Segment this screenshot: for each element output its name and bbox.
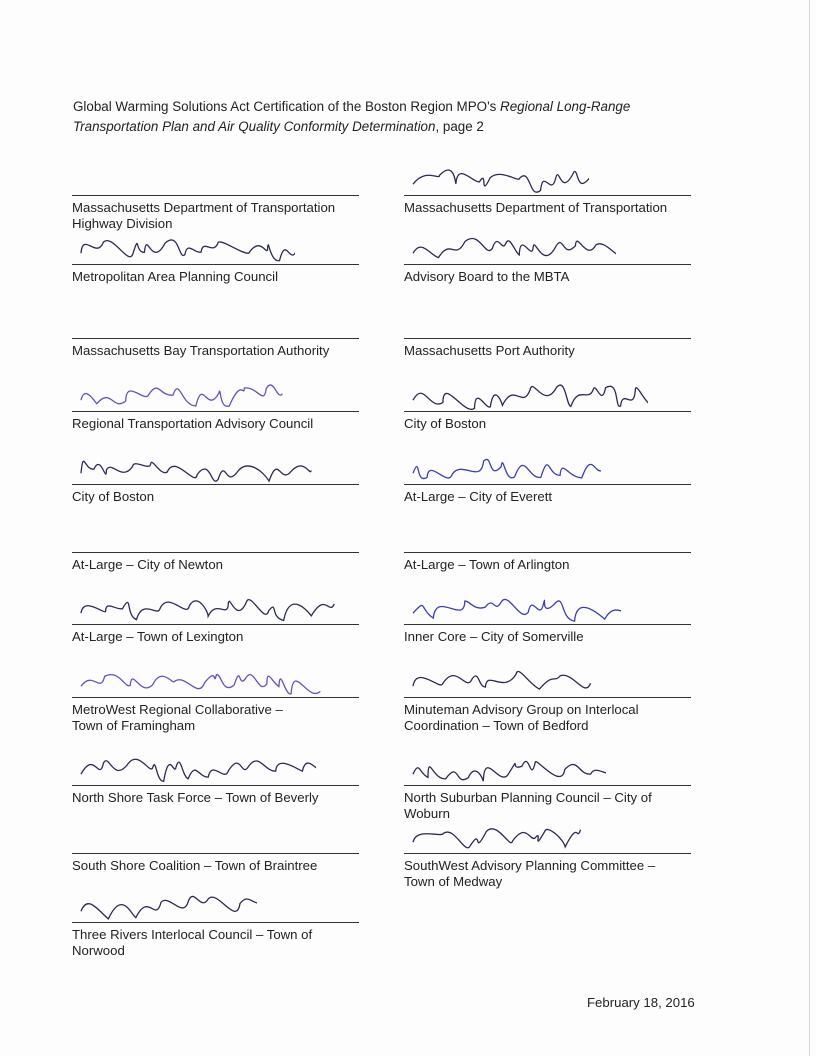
signature-line xyxy=(72,624,359,625)
organization-label: Massachusetts Department of Transportation xyxy=(72,200,336,215)
signature-stroke xyxy=(81,461,311,481)
signature-stroke xyxy=(413,829,581,848)
organization-label: At-Large – Town of Lexington xyxy=(72,629,244,644)
signature-line xyxy=(72,785,359,786)
signature-block xyxy=(404,338,691,359)
signatory-organization xyxy=(72,557,359,573)
organization-label: City of Boston xyxy=(72,489,155,504)
organization-label-cont: Norwood xyxy=(72,943,125,958)
signature-stroke xyxy=(81,896,257,918)
signature-block xyxy=(72,264,359,285)
signature-line xyxy=(404,411,691,412)
signature-line xyxy=(404,697,691,698)
signature-line xyxy=(404,264,691,265)
signature-block xyxy=(404,624,691,645)
signatory-organization xyxy=(72,200,359,232)
signature-line xyxy=(72,264,359,265)
signatory-organization xyxy=(72,927,359,959)
organization-label: Inner Core – City of Somerville xyxy=(404,629,584,644)
signature-line xyxy=(404,552,691,553)
signature-line xyxy=(72,484,359,485)
organization-label-cont: Coordination – Town of Bedford xyxy=(404,718,589,733)
organization-label-cont: Woburn xyxy=(404,806,450,821)
organization-label: SouthWest Advisory Planning Committee – xyxy=(404,858,656,873)
signature-line xyxy=(72,922,359,923)
signature-block xyxy=(404,264,691,285)
organization-label: At-Large – City of Newton xyxy=(72,557,223,572)
organization-label: Massachusetts Port Authority xyxy=(404,343,575,358)
signature-block xyxy=(72,785,359,806)
signature-block xyxy=(404,785,691,822)
signature-line xyxy=(404,484,691,485)
signatory-organization xyxy=(404,702,691,734)
signature-block xyxy=(72,195,359,232)
signature-block xyxy=(72,411,359,432)
organization-label: Minuteman Advisory Group on Interlocal xyxy=(404,702,639,717)
signature-stroke xyxy=(81,600,334,621)
page-edge xyxy=(809,0,810,1056)
signatory-organization xyxy=(404,557,691,573)
signatory-organization xyxy=(404,858,691,890)
signatory-organization xyxy=(72,416,359,432)
organization-label: At-Large – Town of Arlington xyxy=(404,557,570,572)
signature-stroke xyxy=(413,671,591,689)
header-title-1: Regional Long-Range xyxy=(500,99,631,114)
signature-line xyxy=(404,853,691,854)
signature-block xyxy=(72,922,359,959)
signature-line xyxy=(72,338,359,339)
document-date: February 18, 2016 xyxy=(587,995,695,1010)
signature-line xyxy=(72,853,359,854)
organization-label: North Shore Task Force – Town of Beverly xyxy=(72,790,319,805)
signature-block xyxy=(72,338,359,359)
organization-label: Massachusetts Bay Transportation Authority xyxy=(72,343,330,358)
header-title-2: Transportation Plan and Air Quality Conformity Determination xyxy=(73,119,436,134)
signatory-organization xyxy=(72,790,359,806)
signature-stroke xyxy=(413,761,606,781)
organization-label: South Shore Coalition – Town of Braintree xyxy=(72,858,318,873)
signature-line xyxy=(72,195,359,196)
signature-block xyxy=(404,411,691,432)
signature-block xyxy=(404,697,691,734)
signature-stroke xyxy=(413,385,648,409)
signatory-organization xyxy=(404,269,691,285)
signature-line xyxy=(72,552,359,553)
document-header xyxy=(73,97,713,137)
signature-block xyxy=(404,552,691,573)
signature-line xyxy=(72,697,359,698)
signature-stroke xyxy=(413,239,616,258)
signatory-organization xyxy=(404,629,691,645)
signature-stroke xyxy=(81,759,316,781)
signature-line xyxy=(404,624,691,625)
signature-block xyxy=(404,195,691,216)
organization-label-cont: Town of Framingham xyxy=(72,718,196,733)
organization-label-cont: Town of Medway xyxy=(404,874,503,889)
signature-stroke xyxy=(81,240,295,261)
signatory-organization xyxy=(72,629,359,645)
signatory-organization xyxy=(404,200,691,216)
signature-stroke xyxy=(81,385,282,406)
organization-label: North Suburban Planning Council – City of xyxy=(404,790,652,805)
signature-block xyxy=(72,484,359,505)
organization-label: At-Large – City of Everett xyxy=(404,489,553,504)
signature-line xyxy=(72,411,359,412)
organization-label: Three Rivers Interlocal Council – Town of xyxy=(72,927,313,942)
signature-block xyxy=(404,853,691,890)
signature-block xyxy=(72,697,359,734)
signature-block xyxy=(72,624,359,645)
signatory-organization xyxy=(72,858,359,874)
signatory-organization xyxy=(72,489,359,505)
signature-line xyxy=(404,785,691,786)
organization-label-cont: Highway Division xyxy=(72,216,173,231)
signature-block xyxy=(72,853,359,874)
signatory-organization xyxy=(72,269,359,285)
signatory-organization xyxy=(72,702,359,734)
signature-line xyxy=(404,195,691,196)
signatory-organization xyxy=(404,416,691,432)
organization-label: Massachusetts Department of Transportation xyxy=(404,200,668,215)
organization-label: Regional Transportation Advisory Council xyxy=(72,416,314,431)
header-text: Global Warming Solutions Act Certification of the Boston Region MPO's xyxy=(73,99,501,114)
signature-stroke xyxy=(81,675,320,694)
signatory-organization xyxy=(404,489,691,505)
signature-block xyxy=(404,484,691,505)
organization-label: MetroWest Regional Collaborative – xyxy=(72,702,283,717)
signature-stroke xyxy=(413,170,589,192)
header-page: , page 2 xyxy=(435,119,484,134)
organization-label: Metropolitan Area Planning Council xyxy=(72,269,278,284)
signature-line xyxy=(404,338,691,339)
organization-label: Advisory Board to the MBTA xyxy=(404,269,570,284)
signature-block xyxy=(72,552,359,573)
organization-label: City of Boston xyxy=(404,416,487,431)
signature-stroke xyxy=(413,599,621,621)
signatory-organization xyxy=(404,343,691,359)
signatory-organization xyxy=(72,343,359,359)
signature-stroke xyxy=(413,459,601,478)
signatory-organization xyxy=(404,790,691,822)
